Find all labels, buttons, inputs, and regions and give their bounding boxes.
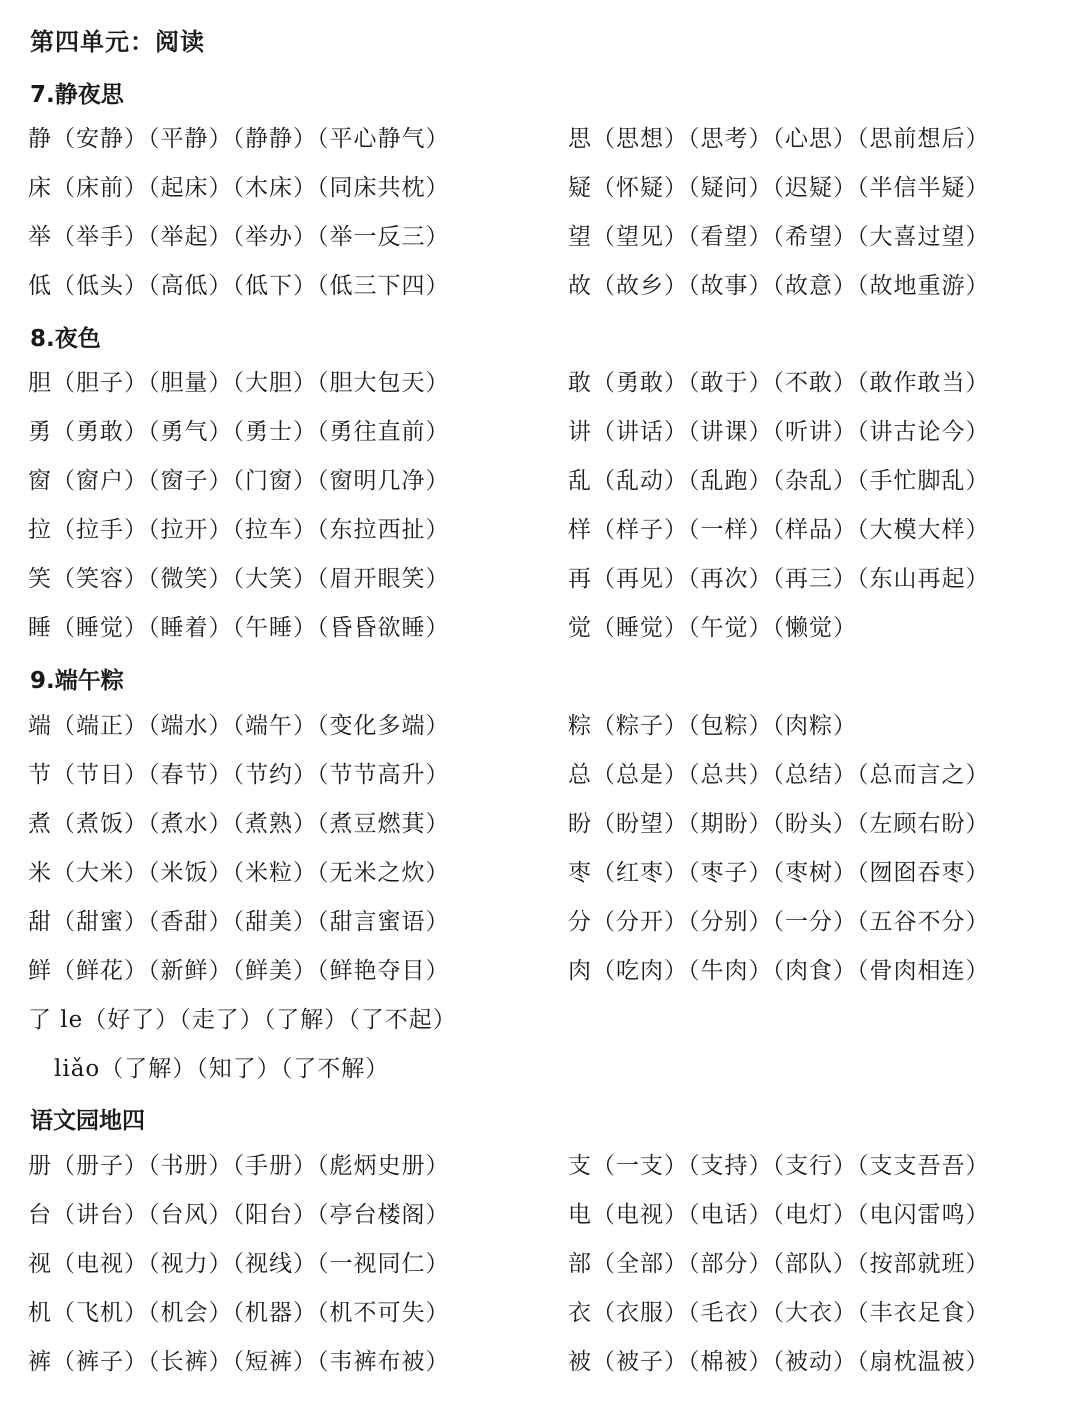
- section-title: 9.端午粽: [30, 668, 124, 694]
- word-entry-left: 台（讲台）（台风）（阳台）（亭台楼阁）: [28, 1202, 450, 1228]
- liao-reading-line: liǎo（了解）（知了）（了不解）: [54, 1056, 390, 1082]
- word-entry-left: 鲜（鲜花）（新鲜）（鲜美）（鲜艳夺目）: [28, 958, 450, 984]
- word-entry-left: 甜（甜蜜）（香甜）（甜美）（甜言蜜语）: [28, 909, 450, 935]
- word-entry-left: 视（电视）（视力）（视线）（一视同仁）: [28, 1251, 450, 1277]
- word-entry-right: 肉（吃肉）（牛肉）（肉食）（骨肉相连）: [568, 958, 990, 984]
- word-entry-left: 机（飞机）（机会）（机器）（机不可失）: [28, 1300, 450, 1326]
- word-entry-right: 疑（怀疑）（疑问）（迟疑）（半信半疑）: [568, 175, 990, 201]
- word-entry-left: 节（节日）（春节）（节约）（节节高升）: [28, 762, 450, 788]
- word-entry-right: 支（一支）（支持）（支行）（支支吾吾）: [568, 1153, 990, 1179]
- word-entry-left: 端（端正）（端水）（端午）（变化多端）: [28, 713, 450, 739]
- word-entry-left: 静（安静）（平静）（静静）（平心静气）: [28, 126, 450, 152]
- word-entry-right: 分（分开）（分别）（一分）（五谷不分）: [568, 909, 990, 935]
- word-entry-right: 电（电视）（电话）（电灯）（电闪雷鸣）: [568, 1202, 990, 1228]
- word-entry-right: 觉（睡觉）（午觉）（懒觉）: [568, 615, 857, 641]
- word-entry-right: 思（思想）（思考）（心思）（思前想后）: [568, 126, 990, 152]
- word-entry-left: 低（低头）（高低）（低下）（低三下四）: [28, 273, 450, 299]
- word-entry-left: 米（大米）（米饭）（米粒）（无米之炊）: [28, 860, 450, 886]
- word-entry-right: 望（望见）（看望）（希望）（大喜过望）: [568, 224, 990, 250]
- le-reading-line: 了 le（好了）（走了）（了解）（了不起）: [28, 1007, 457, 1033]
- word-entry-left: 胆（胆子）（胆量）（大胆）（胆大包天）: [28, 370, 450, 396]
- section-title: 7.静夜思: [30, 82, 124, 108]
- word-entry-left: 册（册子）（书册）（手册）（彪炳史册）: [28, 1153, 450, 1179]
- word-entry-right: 被（被子）（棉被）（被动）（扇枕温被）: [568, 1349, 990, 1375]
- section-title: 语文园地四: [30, 1108, 145, 1134]
- word-entry-right: 衣（衣服）（毛衣）（大衣）（丰衣足食）: [568, 1300, 990, 1326]
- word-entry-right: 故（故乡）（故事）（故意）（故地重游）: [568, 273, 990, 299]
- word-entry-left: 勇（勇敢）（勇气）（勇士）（勇往直前）: [28, 419, 450, 445]
- word-entry-right: 讲（讲话）（讲课）（听讲）（讲古论今）: [568, 419, 990, 445]
- word-entry-right: 再（再见）（再次）（再三）（东山再起）: [568, 566, 990, 592]
- word-entry-right: 样（样子）（一样）（样品）（大模大样）: [568, 517, 990, 543]
- unit-title: 第四单元：阅读: [30, 28, 205, 56]
- section-title: 8.夜色: [30, 326, 101, 352]
- word-entry-left: 睡（睡觉）（睡着）（午睡）（昏昏欲睡）: [28, 615, 450, 641]
- word-entry-right: 乱（乱动）（乱跑）（杂乱）（手忙脚乱）: [568, 468, 990, 494]
- word-entry-right: 枣（红枣）（枣子）（枣树）（囫囵吞枣）: [568, 860, 990, 886]
- word-entry-left: 煮（煮饭）（煮水）（煮熟）（煮豆燃萁）: [28, 811, 450, 837]
- word-entry-left: 窗（窗户）（窗子）（门窗）（窗明几净）: [28, 468, 450, 494]
- word-entry-right: 盼（盼望）（期盼）（盼头）（左顾右盼）: [568, 811, 990, 837]
- word-entry-right: 部（全部）（部分）（部队）（按部就班）: [568, 1251, 990, 1277]
- word-entry-right: 敢（勇敢）（敢于）（不敢）（敢作敢当）: [568, 370, 990, 396]
- word-entry-left: 床（床前）（起床）（木床）（同床共枕）: [28, 175, 450, 201]
- word-entry-left: 拉（拉手）（拉开）（拉车）（东拉西扯）: [28, 517, 450, 543]
- word-entry-right: 粽（粽子）（包粽）（肉粽）: [568, 713, 857, 739]
- word-entry-left: 笑（笑容）（微笑）（大笑）（眉开眼笑）: [28, 566, 450, 592]
- word-entry-right: 总（总是）（总共）（总结）（总而言之）: [568, 762, 990, 788]
- word-entry-left: 裤（裤子）（长裤）（短裤）（韦裤布被）: [28, 1349, 450, 1375]
- word-entry-left: 举（举手）（举起）（举办）（举一反三）: [28, 224, 450, 250]
